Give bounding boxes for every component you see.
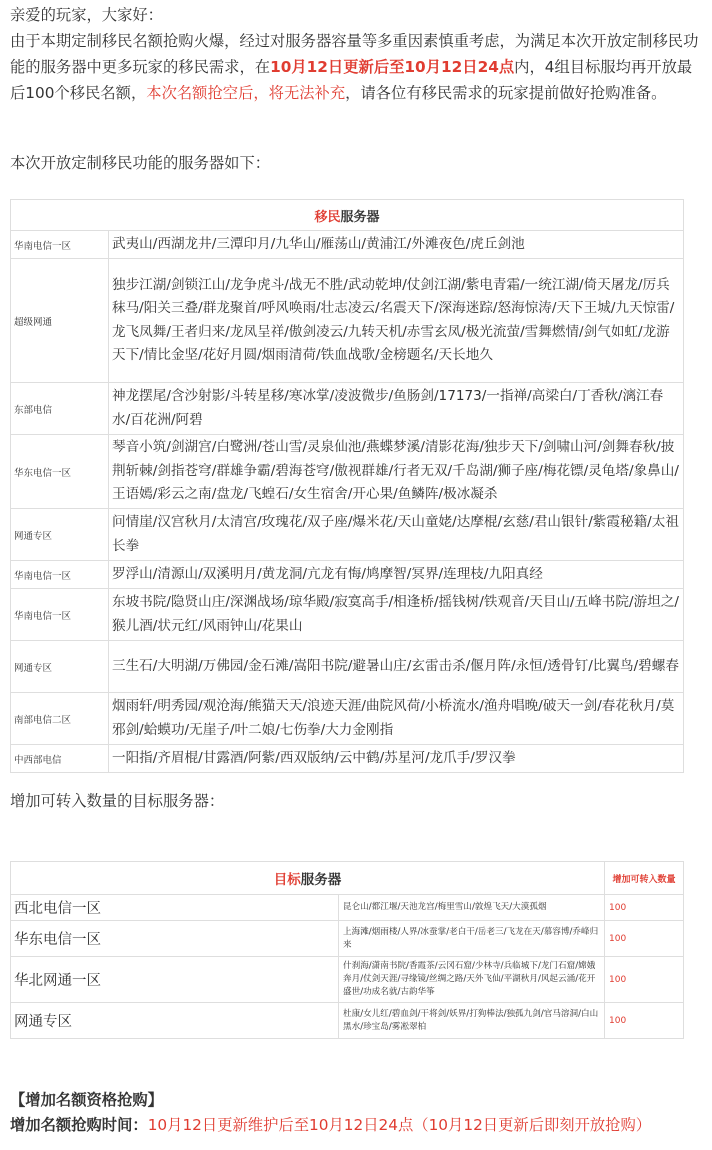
count-cell: 100 (605, 921, 684, 957)
server-list-cell: 问情崖/汉宫秋月/太清宫/玫瑰花/双子座/爆米花/天山童姥/达摩棍/玄慈/君山银针/紫霞秘籍/太祖长拳 (109, 509, 684, 561)
server-list-cell: 一阳指/齐眉棍/甘露酒/阿紫/西双版纳/云中鹤/苏星河/龙爪手/罗汉拳 (109, 745, 684, 773)
table-row (11, 921, 684, 957)
table-row (11, 383, 684, 435)
intro-text-1: 由于本期定制移民名额抢购火爆，经过对服务器容量等多重因素慎重考虑，为满足本次开放定制移民功能的服务器中更多玩家的移民需求，在 (10, 32, 699, 76)
region-cell: 华北网通一区 (11, 957, 339, 1003)
open-time-highlight: 10月12日更新后至10月12日24点 (270, 58, 515, 76)
region-cell: 西北电信一区 (11, 895, 339, 921)
announcement-intro (10, 2, 704, 106)
table-row (11, 745, 684, 773)
quota-title: 【增加名额资格抢购】 (10, 1091, 163, 1109)
table-row (11, 693, 684, 745)
table-row (11, 231, 684, 259)
region-cell: 网通专区 (11, 641, 109, 693)
header-text: 服务器 (300, 872, 342, 888)
table-row (11, 435, 684, 509)
server-list-cell: 独步江湖/剑锁江山/龙争虎斗/战无不胜/武动乾坤/仗剑江湖/紫电青霜/一统江湖/倚天屠龙/厉兵秣马/阳关三叠/群龙聚首/呼风唤雨/壮志凌云/名震天下/深海迷踪/怒海惊涛/天下王城/九天惊雷/龙飞凤舞/王者归来/龙凤呈祥/傲剑凌云/九转天机/赤雪玄凤/极光流萤/雪舞燃情/剑气如虹/龙游天下/情比金坚/花好月圆/烟雨清荷/铁血战歌/金榜题名/天长地久 (109, 259, 684, 383)
table-header-row (11, 862, 684, 895)
region-cell: 南部电信二区 (11, 693, 109, 745)
header-red-text: 目标 (273, 872, 301, 888)
region-cell: 华南电信一区 (11, 231, 109, 259)
server-list-cell: 武夷山/西湖龙井/三潭印月/九华山/雁荡山/黄浦江/外滩夜色/虎丘剑池 (109, 231, 684, 259)
count-cell: 100 (605, 895, 684, 921)
server-list-cell: 东坡书院/隐贤山庄/深渊战场/琼华殿/寂寞高手/相逢桥/摇钱树/铁观音/天目山/五峰书院/游坦之/猴儿酒/状元红/风雨钟山/花果山 (109, 589, 684, 641)
region-cell: 网通专区 (11, 1003, 339, 1039)
quota-time-value: 10月12日更新维护后至10月12日24点（10月12日更新后即刻开放抢购） (147, 1116, 652, 1134)
table-row (11, 259, 684, 383)
table-row (11, 1003, 684, 1039)
greeting: 亲爱的玩家，大家好： (10, 6, 163, 24)
count-header: 增加可转入数量 (605, 862, 684, 895)
target-server-table (10, 861, 684, 1039)
intro-text-2: 内，4组目标服均再开放最后100个移民名额， (10, 58, 693, 102)
quota-time-label: 增加名额抢购时间： (10, 1116, 148, 1134)
count-cell: 100 (605, 1003, 684, 1039)
table-header-row (11, 200, 684, 231)
server-list-cell: 琴音小筑/剑湖宫/白鹭洲/苍山雪/灵泉仙池/燕蝶梦溪/清影花海/独步天下/剑啸山河/剑舞春秋/披荆斩棘/剑指苍穹/群雄争霸/碧海苍穹/傲视群雄/行者无双/千岛湖/狮子座/梅花镖/灵龟塔/象鼻山/王语嫣/彩云之南/盘龙/飞蝗石/女生宿舍/开心果/鱼鳞阵/极冰凝杀 (109, 435, 684, 509)
header-red-text: 移民 (314, 209, 341, 225)
server-list-cell: 三生石/大明湖/万佛园/金石滩/嵩阳书院/避暑山庄/玄雷击杀/偃月阵/永恒/透骨钉/比翼鸟/碧螺春 (109, 641, 684, 693)
server-list-cell: 神龙摆尾/含沙射影/斗转星移/寒冰掌/凌波微步/鱼肠剑/17173/一指禅/高梁白/丁香秋/漓江春水/百花洲/阿碧 (109, 383, 684, 435)
section-title-target: 增加可转入数量的目标服务器： (10, 792, 225, 810)
table-row (11, 957, 684, 1003)
region-cell: 超级网通 (11, 259, 109, 383)
table-row (11, 561, 684, 589)
region-cell: 华南电信一区 (11, 561, 109, 589)
section-title-migration: 本次开放定制移民功能的服务器如下： (10, 154, 271, 172)
table-row (11, 641, 684, 693)
table-row (11, 895, 684, 921)
intro-paragraph (10, 28, 704, 106)
table-header (11, 200, 684, 231)
quota-section (10, 1088, 651, 1138)
quota-time-line (10, 1113, 651, 1138)
migration-server-table (10, 199, 684, 773)
server-list-cell: 什刹海/潇南书院/香霞茶/云冈石窟/少林寺/兵临城下/龙门石窟/嫦娥奔月/仗剑天涯/寻缘镜/丝绸之路/天外飞仙/平湖秋月/风起云涌/花开盛世/功成名就/古韵华筝 (339, 957, 605, 1003)
table-header (11, 862, 605, 895)
count-cell: 100 (605, 957, 684, 1003)
table-row (11, 589, 684, 641)
region-cell: 网通专区 (11, 509, 109, 561)
region-cell: 华南电信一区 (11, 589, 109, 641)
server-list-cell: 罗浮山/清源山/双溪明月/黄龙洞/亢龙有悔/鸠摩智/冥界/连理枝/九阳真经 (109, 561, 684, 589)
region-cell: 华东电信一区 (11, 435, 109, 509)
region-cell: 东部电信 (11, 383, 109, 435)
table-row (11, 509, 684, 561)
intro-text-3: ，请各位有移民需求的玩家提前做好抢购准备。 (345, 84, 667, 102)
warning-highlight: 本次名额抢空后，将无法补充 (146, 84, 346, 102)
server-list-cell: 昆仑山/都江堰/天池龙宫/梅里雪山/敦煌飞天/大漠孤烟 (339, 895, 605, 921)
server-list-cell: 上海滩/烟雨楼/人界/冰蚕掌/老白干/岳老三/飞龙在天/慕容博/乔峰归来 (339, 921, 605, 957)
server-list-cell: 烟雨轩/明秀园/观沧海/熊猫天天/浪迹天涯/曲院风荷/小桥流水/渔舟唱晚/破天一剑/春花秋月/莫邪剑/蛤蟆功/无崖子/叶二娘/七伤拳/大力金刚指 (109, 693, 684, 745)
header-text: 服务器 (340, 209, 380, 225)
region-cell: 华东电信一区 (11, 921, 339, 957)
region-cell: 中西部电信 (11, 745, 109, 773)
server-list-cell: 杜康/女儿红/碧血剑/干将剑/妖界/打狗棒法/独孤九剑/官马溶洞/白山黑水/珍宝岛/雾凇翠柏 (339, 1003, 605, 1039)
